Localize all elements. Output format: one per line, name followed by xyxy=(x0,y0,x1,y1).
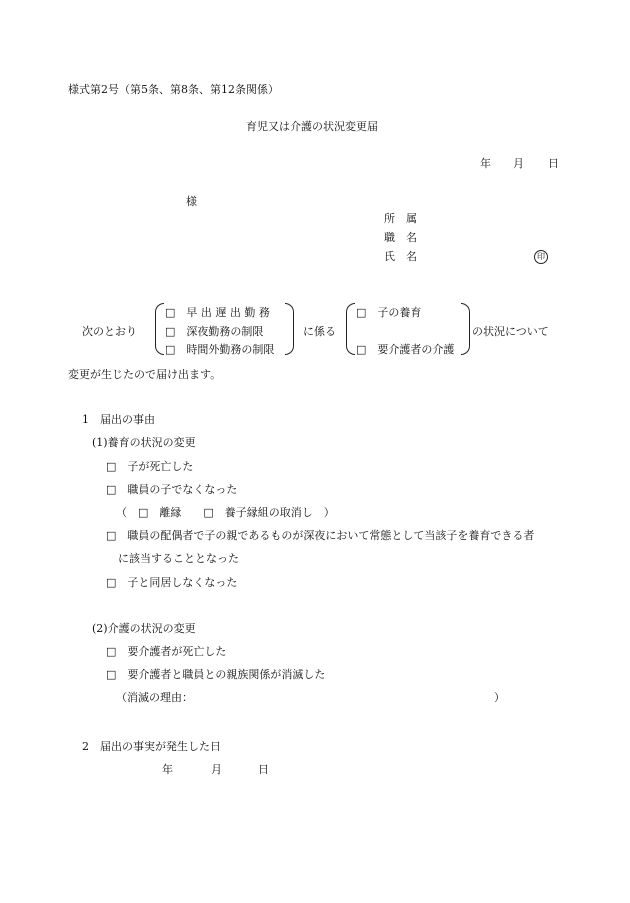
section2-heading: 2 届出の事実が発生した日 xyxy=(82,740,221,753)
checkbox-not-living[interactable]: □ 子と同居しなくなった xyxy=(106,576,238,589)
care-brace-left xyxy=(346,303,355,355)
position-label: 職 名 xyxy=(384,231,417,244)
date-year[interactable]: 年 xyxy=(480,157,491,170)
work-option-overtime-limit[interactable]: □ 時間外勤務の制限 xyxy=(165,343,275,356)
form-number: 様式第2号（第5条、第8条、第12条関係） xyxy=(68,83,279,96)
checkbox-spouse-cont: に該当することとなった xyxy=(118,552,239,565)
section1-sub2-heading: (2)介護の状況の変更 xyxy=(92,622,196,635)
care-option-child[interactable]: □ 子の養育 xyxy=(356,306,422,319)
care-option-nursing[interactable]: □ 要介護者の介護 xyxy=(356,343,455,356)
checkbox-detail-row[interactable]: （ □ 離縁 □ 養子縁組の取消し ） xyxy=(116,506,335,519)
page-title: 育児又は介護の状況変更届 xyxy=(246,120,378,133)
work-option-early-late[interactable]: □ 早 出 遅 出 勤 務 xyxy=(165,306,270,319)
checkbox-not-child[interactable]: □ 職員の子でなくなった xyxy=(106,483,238,496)
occurrence-day[interactable]: 日 xyxy=(258,763,269,776)
intro-connector: に係る xyxy=(303,325,336,338)
section1-sub1-heading: (1)養育の状況の変更 xyxy=(92,436,196,449)
intro-line2: 変更が生じたので届け出ます。 xyxy=(68,368,222,381)
addressee-suffix: 様 xyxy=(186,195,197,208)
name-label: 氏 名 xyxy=(384,250,417,263)
occurrence-year[interactable]: 年 xyxy=(162,763,173,776)
checkbox-relation-ended[interactable]: □ 要介護者と職員との親族関係が消滅した xyxy=(106,668,326,681)
occurrence-month[interactable]: 月 xyxy=(211,763,222,776)
seal-mark: 印 xyxy=(534,250,548,264)
section1-heading: 1 届出の事由 xyxy=(82,413,155,426)
date-month[interactable]: 月 xyxy=(513,157,524,170)
dept-label: 所 属 xyxy=(384,212,417,225)
work-brace-right xyxy=(285,303,294,355)
checkbox-spouse[interactable]: □ 職員の配偶者で子の親であるものが深夜において常態として当該子を養育できる者 xyxy=(106,529,535,542)
date-day[interactable]: 日 xyxy=(548,157,559,170)
reason-close: ） xyxy=(494,691,505,704)
intro-prefix: 次のとおり xyxy=(82,325,137,338)
checkbox-care-died[interactable]: □ 要介護者が死亡した xyxy=(106,645,227,658)
work-option-night-limit[interactable]: □ 深夜勤務の制限 xyxy=(165,325,264,338)
intro-suffix: の状況について xyxy=(472,325,549,338)
reason-input[interactable] xyxy=(196,691,486,705)
reason-label: （消滅の理由： xyxy=(116,691,193,704)
work-brace-left xyxy=(155,303,164,355)
checkbox-child-died[interactable]: □ 子が死亡した xyxy=(106,460,194,473)
care-brace-right xyxy=(461,303,470,355)
